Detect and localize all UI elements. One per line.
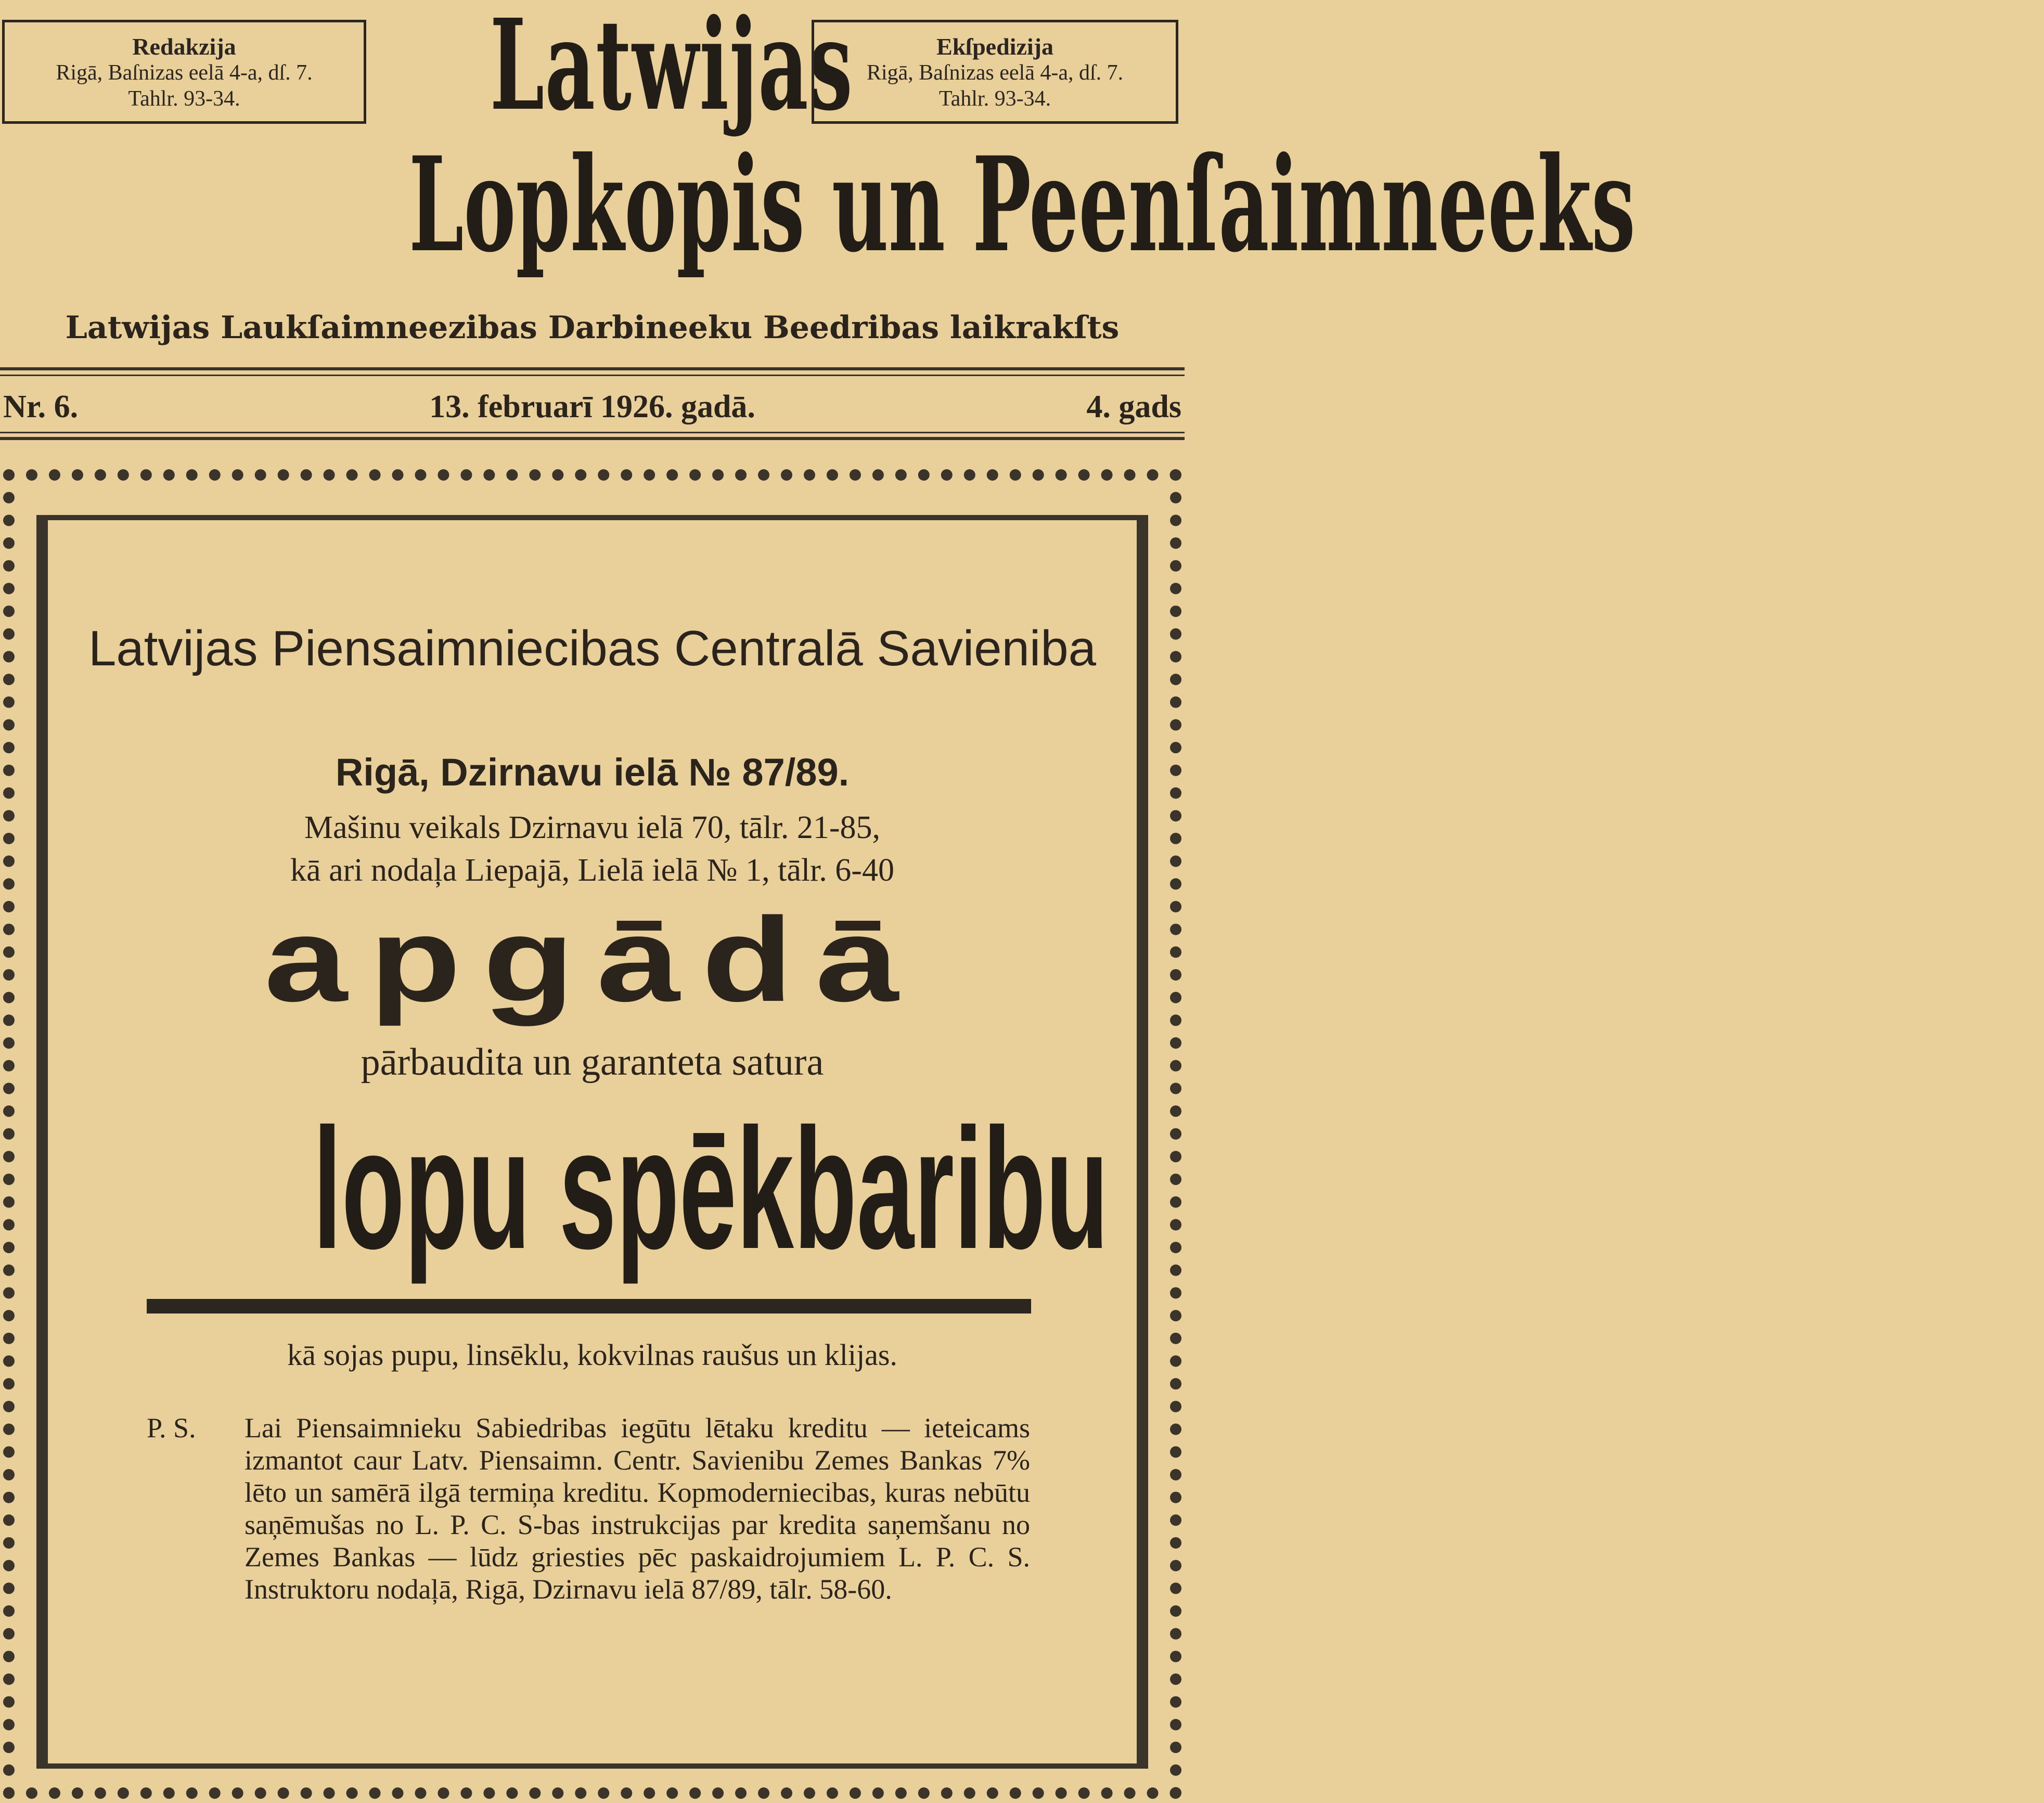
dispatch-info-box — [812, 20, 1178, 124]
issue-number: Nr. 6. — [3, 389, 79, 424]
ad-shop-info — [48, 806, 1137, 892]
masthead-subtitle: Latwijas Laukſaimneezibas Darbineeku Beedribas laikrakſts — [65, 310, 1120, 346]
masthead-rule-bottom-thin — [0, 432, 1185, 433]
ad-headline-text: apgādā — [264, 893, 921, 1026]
ad-organization: Latvijas Piensaimniecibas Centralā Savieniba — [88, 621, 1097, 676]
ad-feed-title-text: lopu spēkbaribu — [313, 1092, 1109, 1284]
masthead-title-main — [0, 128, 1636, 281]
ad-feed-title — [48, 1090, 1137, 1287]
ad-ps-text: Lai Piensaimnieku Sabiedribas iegūtu lētaku kreditu — ieteicams izmantot caur Latv. Piensaimn. Centr. Savienibu Zemes Bankas 7% lēto un samērā ilgā termiņa kreditu. Kopmoderniecibas, kuras nebūtu saņēmušas no L. P. C. S-bas instrukcijas par kredita saņemšanu no Zemes Bankas — lūdz griesties pēc paskaidrojumiem L. P. C. S. Instruktoru nodaļā, Rigā, Dzirnavu ielā 87/89, tālr. 58-60. — [245, 1412, 1030, 1605]
issue-date: 13. februarī 1926. gadā. — [429, 389, 755, 424]
ad-shop-line-2: kā ari nodaļa Liepajā, Lielā ielā № 1, tālr. 6-40 — [290, 853, 894, 888]
ad-shop-line-1: Mašinu veikals Dzirnavu ielā 70, tālr. 21-85, — [304, 810, 881, 845]
editorial-address: Rigā, Baſnizas eelā 4-a, dſ. 7. — [56, 61, 313, 85]
masthead-rule-top — [0, 367, 1185, 370]
ad-items: kā sojas pupu, linsēklu, kokvilnas raušus un klijas. — [287, 1338, 897, 1372]
masthead-title-top: Latwijas — [490, 0, 853, 138]
ad-headline — [48, 893, 1137, 1026]
masthead-title-main-text: Lopkopis un Peenſaimneeks — [408, 128, 1636, 281]
editorial-info-box — [2, 20, 366, 124]
editorial-title: Redakzija — [132, 33, 236, 60]
masthead-rule-bottom — [0, 437, 1185, 440]
masthead-rule-top-thin — [0, 375, 1185, 376]
editorial-phone: Tahlr. 93-34. — [128, 87, 240, 111]
dispatch-address: Rigā, Baſnizas eelā 4-a, dſ. 7. — [866, 61, 1124, 85]
ad-checked-quality: pārbaudita un garanteta satura — [361, 1041, 824, 1084]
ad-divider-bar — [147, 1299, 1031, 1313]
ad-ps-label: P. S. — [147, 1412, 196, 1444]
dispatch-phone: Tahlr. 93-34. — [939, 87, 1051, 111]
ad-address: Rigā, Dzirnavu ielā № 87/89. — [335, 751, 850, 794]
issue-line — [0, 386, 1185, 428]
issue-year: 4. gads — [1086, 389, 1181, 424]
dispatch-title: Ekſpedizija — [936, 33, 1053, 60]
